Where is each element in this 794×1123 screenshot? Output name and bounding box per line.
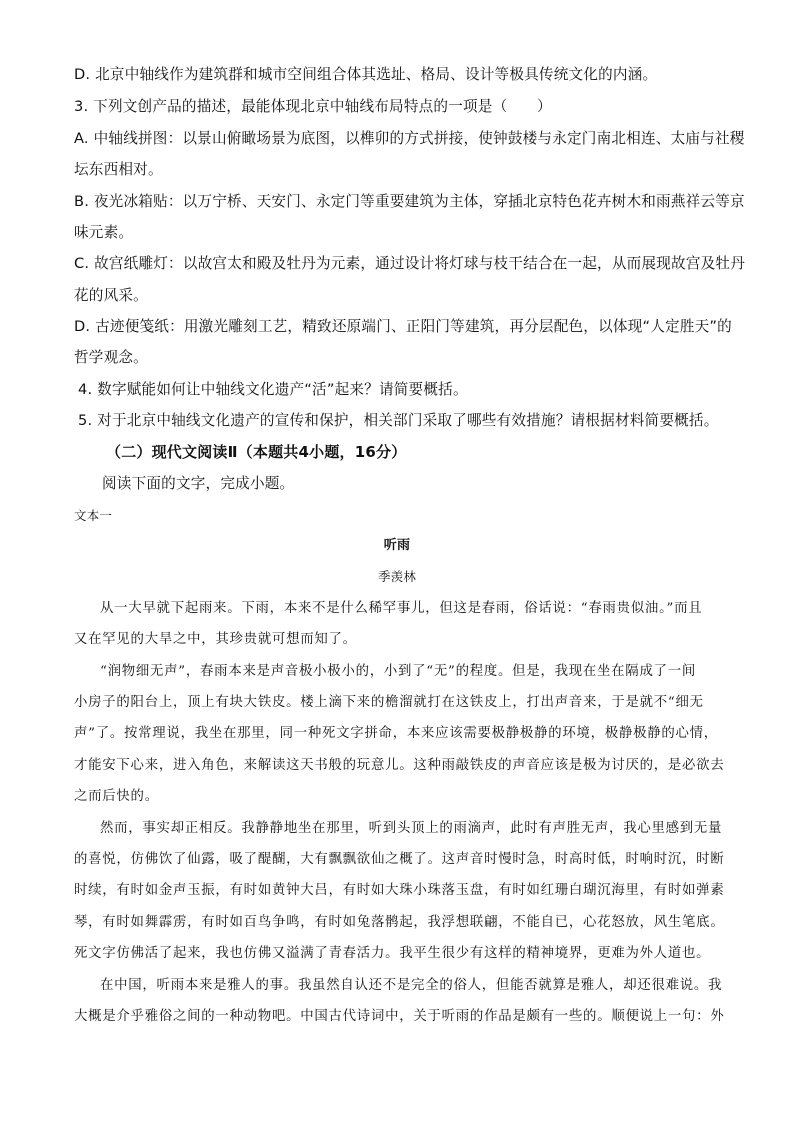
text-label: 文本一 bbox=[74, 508, 113, 523]
section-heading: （二）现代文阅读Ⅱ（本题共4小题，16分） bbox=[106, 443, 407, 461]
article-line: 大概是介乎雅俗之间的一种动物吧。中国古代诗词中，关于听雨的作品是颇有一些的。顺便说上一句：外 bbox=[74, 1009, 725, 1024]
article-line: “润物细无声”，春雨本来是声音极小极小的，小到了“无”的程度。但是，我现在坐在隔成了一间 bbox=[100, 664, 697, 679]
article-line: 时续，有时如金声玉振，有时如黄钟大吕，有时如大珠小珠落玉盘，有时如红珊白瑚沉海里，有时如弹素 bbox=[74, 883, 725, 898]
q3-option-b-line1: B. 夜光冰箱贴：以万宁桥、天安门、永定门等重要建筑为主体，穿插北京特色花卉树木和雨燕祥云等京 bbox=[74, 193, 745, 210]
q4-stem: 4. 数字赋能如何让中轴线文化遗产“活”起来？请简要概括。 bbox=[78, 381, 468, 398]
q2-option-d: D. 北京中轴线作为建筑群和城市空间组合体其选址、格局、设计等极具传统文化的内涵。 bbox=[74, 66, 658, 83]
q3-option-c-line2: 花的风采。 bbox=[74, 287, 148, 304]
article-line: 然而，事实却正相反。我静静地坐在那里，听到头顶上的雨滴声，此时有声胜无声，我心里感到无量 bbox=[100, 821, 723, 836]
article-line: 的喜悦，仿佛饮了仙露，吸了醍醐，大有飘飘欲仙之概了。这声音时慢时急，时高时低，时响时沉，时断 bbox=[74, 852, 725, 867]
article-line: 之而后快的。 bbox=[74, 789, 159, 804]
q3-option-b-line2: 味元素。 bbox=[74, 224, 134, 241]
q3-option-d-line1: D. 古迹便笺纸：用激光雕刻工艺，精致还原端门、正阳门等建筑，再分层配色，以体现“人定胜天”的 bbox=[74, 318, 732, 335]
q3-stem: 3. 下列文创产品的描述，最能体现北京中轴线布局特点的一项是（ ） bbox=[74, 98, 552, 115]
q3-option-c-line1: C. 故宫纸雕灯：以故宫太和殿及牡丹为元素，通过设计将灯球与枝干结合在一起，从而展现故宫及牡丹 bbox=[74, 255, 745, 272]
section-instruction: 阅读下面的文字，完成小题。 bbox=[102, 475, 295, 492]
q3-option-d-line2: 哲学观念。 bbox=[74, 349, 148, 366]
article-line: 琴，有时如舞霹雳，有时如百鸟争鸣，有时如兔落鹘起，我浮想联翩，不能自已，心花怒放，风生笔底。 bbox=[74, 915, 725, 930]
article-line: 小房子的阳台上，顶上有块大铁皮。楼上滴下来的檐溜就打在这铁皮上，打出声音来，于是就不“细无 bbox=[74, 695, 704, 710]
article-line: 死文字仿佛活了起来，我也仿佛又溢满了青春活力。我平生很少有这样的精神境界，更难为外人道也。 bbox=[74, 946, 711, 961]
article-line: 在中国，听雨本来是雅人的事。我虽然自认还不是完全的俗人，但能否就算是雅人，却还很难说。我 bbox=[100, 978, 723, 993]
article-line: 声”了。按常理说，我坐在那里，同一种死文字拼命，本来应该需要极静极静的环境，极静极静的心情， bbox=[74, 726, 718, 741]
q3-option-a-line1: A. 中轴线拼图：以景山俯瞰场景为底图，以榫卯的方式拼接，使钟鼓楼与永定门南北相连、太庙与社稷 bbox=[74, 130, 745, 147]
article-line: 又在罕见的大旱之中，其珍贵就可想而知了。 bbox=[74, 632, 357, 647]
article-author: 季羡林 bbox=[377, 569, 417, 584]
article-line: 从一大早就下起雨来。下雨，本来不是什么稀罕事儿，但这是春雨，俗话说：“春雨贵似油。”而且 bbox=[100, 601, 703, 616]
q5-stem: 5. 对于北京中轴线文化遗产的宣传和保护，相关部门采取了哪些有效措施？请根据材料简要概括。 bbox=[78, 412, 719, 429]
article-line: 才能安下心来，进入角色，来解读这天书般的玩意儿。这种雨敲铁皮的声音应该是极为讨厌的，是必欲去 bbox=[74, 758, 725, 773]
q3-option-a-line2: 坛东西相对。 bbox=[74, 161, 163, 178]
article-title: 听雨 bbox=[383, 538, 411, 553]
